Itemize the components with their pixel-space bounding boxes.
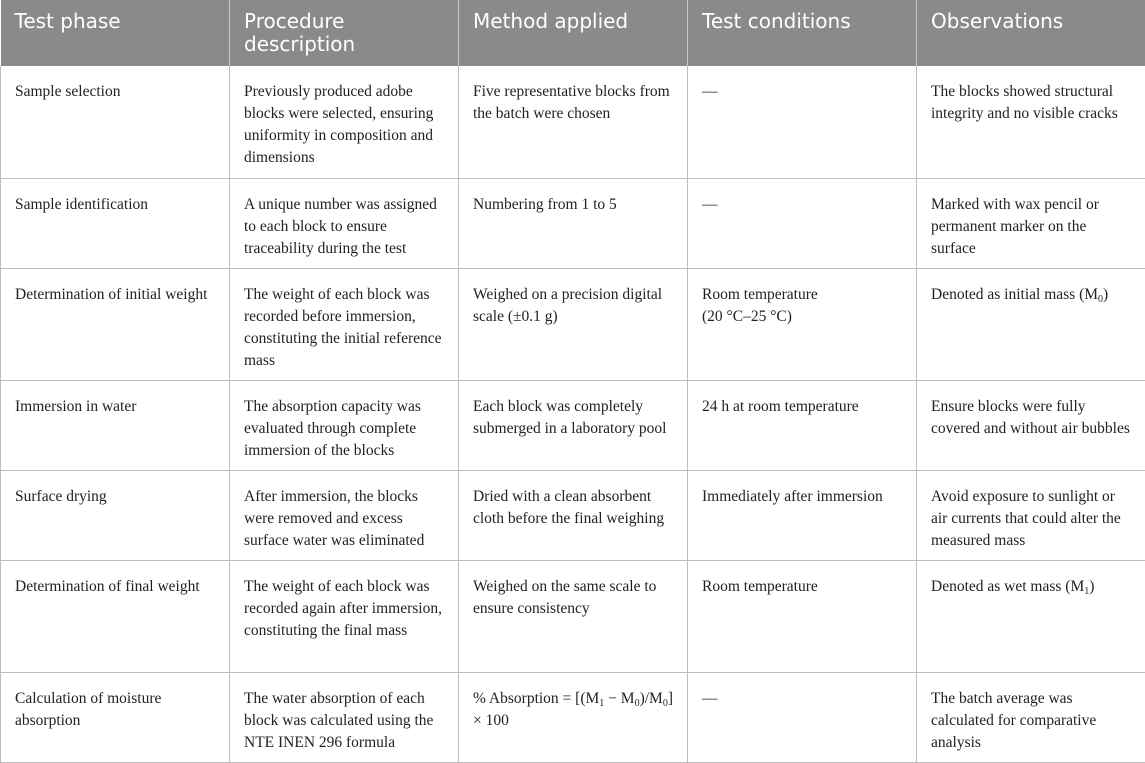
observations-text: Denoted as initial mass (M (931, 286, 1098, 303)
table-row (1, 66, 1145, 178)
cell-observations: Avoid exposure to sunlight or air currents that could alter the measured mass (917, 470, 1145, 560)
cell-observations: Ensure blocks were fully covered and without air bubbles (917, 380, 1145, 470)
cell-phase: Sample identification (1, 178, 230, 268)
cell-method: Each block was completely submerged in a laboratory pool (459, 380, 688, 470)
cell-procedure: The weight of each block was recorded again after immersion, constituting the final mass (230, 560, 459, 672)
cell-procedure: After immersion, the blocks were removed and excess surface water was eliminated (230, 470, 459, 560)
subscript: 1 (1084, 586, 1089, 597)
cell-observations: The blocks showed structural integrity and no visible cracks (917, 66, 1145, 178)
cell-conditions (688, 268, 917, 380)
formula-part: − M (604, 690, 634, 707)
formula-part: )/M (640, 690, 663, 707)
cell-observations: Marked with wax pencil or permanent marker on the surface (917, 178, 1145, 268)
cell-method: Weighed on a precision digital scale (±0.1 g) (459, 268, 688, 380)
cell-phase: Determination of initial weight (1, 268, 230, 380)
header-procedure-description: Procedure description (230, 0, 459, 66)
header-test-conditions: Test conditions (688, 0, 917, 66)
cell-conditions: — (688, 66, 917, 178)
conditions-line-1: Room temperature (702, 286, 818, 303)
cell-observations (917, 268, 1145, 380)
table-header (1, 0, 1145, 66)
cell-phase: Determination of final weight (1, 560, 230, 672)
cell-phase: Calculation of moisture absorption (1, 672, 230, 762)
table-row (1, 268, 1145, 380)
cell-observations: The batch average was calculated for comparative analysis (917, 672, 1145, 762)
cell-procedure: The water absorption of each block was calculated using the NTE INEN 296 formula (230, 672, 459, 762)
cell-procedure: Previously produced adobe blocks were selected, ensuring uniformity in composition and dimensions (230, 66, 459, 178)
subscript: 0 (1098, 294, 1103, 305)
cell-procedure: The weight of each block was recorded before immersion, constituting the initial reference mass (230, 268, 459, 380)
cell-conditions: Immediately after immersion (688, 470, 917, 560)
cell-phase: Immersion in water (1, 380, 230, 470)
observations-text-end: ) (1089, 578, 1094, 595)
table-body (1, 66, 1145, 762)
subscript: 0 (663, 698, 668, 709)
formula-part: % Absorption = [(M (473, 690, 599, 707)
table-row (1, 560, 1145, 672)
cell-conditions: Room temperature (688, 560, 917, 672)
table-row (1, 672, 1145, 762)
cell-procedure: The absorption capacity was evaluated through complete immersion of the blocks (230, 380, 459, 470)
observations-text-end: ) (1103, 286, 1108, 303)
header-test-phase: Test phase (1, 0, 230, 66)
cell-phase: Sample selection (1, 66, 230, 178)
cell-method: Numbering from 1 to 5 (459, 178, 688, 268)
cell-method: Dried with a clean absorbent cloth before the final weighing (459, 470, 688, 560)
formula-part: ] × 100 (473, 690, 673, 729)
cell-observations (917, 560, 1145, 672)
table-row (1, 380, 1145, 470)
table-row (1, 470, 1145, 560)
header-method-applied: Method applied (459, 0, 688, 66)
subscript: 1 (599, 698, 604, 709)
cell-conditions: — (688, 672, 917, 762)
table-row (1, 178, 1145, 268)
header-row (1, 0, 1145, 66)
header-observations: Observations (917, 0, 1145, 66)
cell-conditions: — (688, 178, 917, 268)
subscript: 0 (635, 698, 640, 709)
cell-conditions: 24 h at room temperature (688, 380, 917, 470)
cell-method: Five representative blocks from the batch were chosen (459, 66, 688, 178)
cell-phase: Surface drying (1, 470, 230, 560)
observations-text: Denoted as wet mass (M (931, 578, 1084, 595)
conditions-line-2: (20 °C–25 °C) (702, 308, 792, 325)
cell-procedure: A unique number was assigned to each block to ensure traceability during the test (230, 178, 459, 268)
cell-method (459, 672, 688, 762)
cell-method: Weighed on the same scale to ensure consistency (459, 560, 688, 672)
